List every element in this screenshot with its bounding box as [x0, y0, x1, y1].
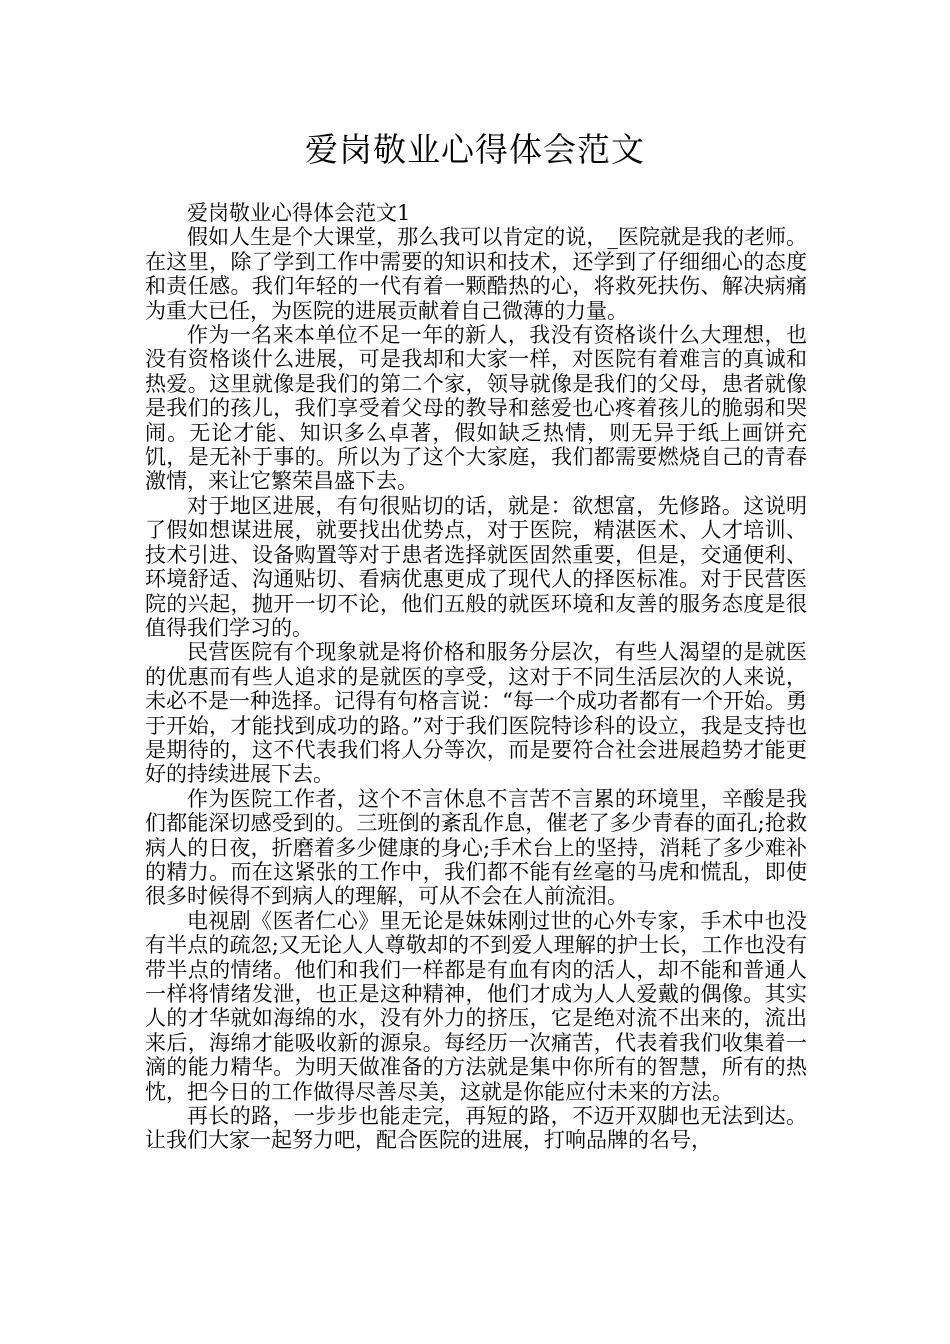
- paragraph: 作为一名来本单位不足一年的新人，我没有资格谈什么大理想，也没有资格谈什么进展，可是我却和大家一样，对医院有着难言的真诚和热爱。这里就像是我们的第二个家，领导就像是我们的父母，患者就像是我们的孩儿，我们享受着父母的教导和慈爱也心疼着孩儿的脆弱和哭闹。无论才能、知识多么卓著，假如缺乏热情，则无异于纸上画饼充饥，是无补于事的。所以为了这个大家庭，我们都需要燃烧自己的青春激情，来让它繁荣昌盛下去。: [145, 323, 807, 494]
- paragraph: 对于地区进展，有句很贴切的话，就是：欲想富，先修路。这说明了假如想谋进展，就要找出优势点，对于医院，精湛医术、人才培训、技术引进、设备购置等对于患者选择就医固然重要，但是，交通便利、环境舒适、沟通贴切、看病优惠更成了现代人的择医标准。对于民营医院的兴起，抛开一切不论，他们五般的就医环境和友善的服务态度是很值得我们学习的。: [145, 493, 807, 640]
- document-title: 爱岗敬业心得体会范文: [305, 130, 645, 169]
- paragraph: 作为医院工作者，这个不言休息不言苦不言累的环境里，辛酸是我们都能深切感受到的。三班倒的紊乱作息，催老了多少青春的面孔;抢救病人的日夜，折磨着多少健康的身心;手术台上的坚持，消耗了多少难补的精力。而在这紧张的工作中，我们都不能有丝毫的马虎和慌乱，即使很多时候得不到病人的理解，可从不会在人前流泪。: [145, 786, 807, 909]
- paragraph: 电视剧《医者仁心》里无论是妹妹刚过世的心外专家，手术中也没有半点的疏忽;又无论人人尊敬却的不到爱人理解的护士长，工作也没有带半点的情绪。他们和我们一样都是有血有肉的活人，却不能和普通人一样将情绪发泄，也正是这种精神，他们才成为人人爱戴的偶像。其实人的才华就如海绵的水，没有外力的挤压，它是绝对流不出来的，流出来后，海绵才能吸收新的源泉。每经历一次痛苦，代表着我们收集着一滴的能力精华。为明天做准备的方法就是集中你所有的智慧，所有的热忱，把今日的工作做得尽善尽美，这就是你能应付未来的方法。: [145, 908, 807, 1104]
- paragraph: 民营医院有个现象就是将价格和服务分层次，有些人渴望的是就医的优惠而有些人追求的是就医的享受，这对于不同生活层次的人来说，未必不是一种选择。记得有句格言说：“每一个成功者都有一个开始。勇于开始，才能找到成功的路。”对于我们医院特诊科的设立，我是支持也是期待的，这不代表我们将人分等次，而是要符合社会进展趋势才能更好的持续进展下去。: [145, 640, 807, 787]
- section-subheading: 爱岗敬业心得体会范文1: [187, 201, 411, 225]
- paragraph: 假如人生是个大课堂，那么我可以肯定的说，_医院就是我的老师。在这里，除了学到工作中需要的知识和技术，还学到了仔细细心的态度和责任感。我们年轻的一代有着一颗酷热的心，将救死扶伤、解决病痛为重大已任，为医院的进展贡献着自己微薄的力量。: [145, 225, 807, 323]
- paragraph: 再长的路，一步步也能走完，再短的路，不迈开双脚也无法到达。让我们大家一起努力吧，配合医院的进展，打响品牌的名号，: [145, 1104, 807, 1153]
- document-body: [145, 201, 807, 1153]
